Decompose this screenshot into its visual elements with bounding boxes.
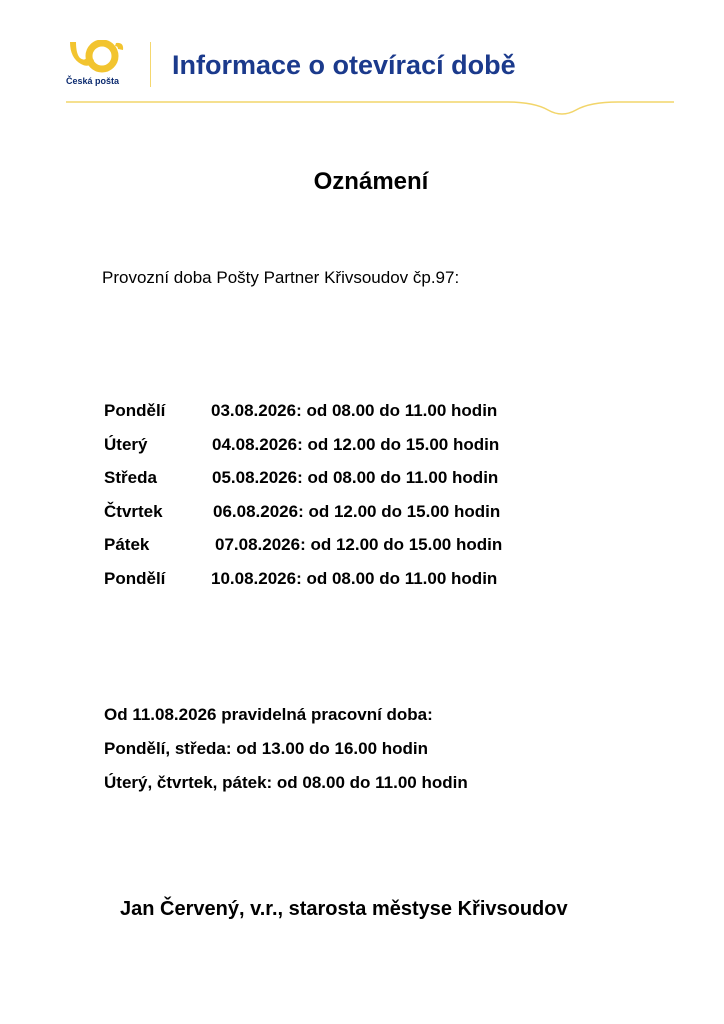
- header-divider: [150, 42, 151, 87]
- signature: Jan Červený, v.r., starosta městyse Křivsoudov: [120, 898, 568, 920]
- regular-hours: [104, 705, 468, 807]
- schedule-day: Středa: [104, 468, 157, 488]
- logo-wordmark: Česká pošta: [66, 76, 120, 86]
- header-wave-line: [66, 96, 674, 122]
- schedule-day: Pondělí: [104, 401, 166, 420]
- schedule-time: 03.08.2026: od 08.00 do 11.00 hodin: [211, 401, 498, 420]
- regular-hours-line: Úterý, čtvrtek, pátek: od 08.00 do 11.00 hodin: [104, 773, 468, 792]
- schedule-time: 10.08.2026: od 08.00 do 11.00 hodin: [211, 568, 498, 588]
- schedule-time: 05.08.2026: od 08.00 do 11.00 hodin: [212, 468, 499, 488]
- ceska-posta-logo: [66, 40, 132, 90]
- notice-heading: Oznámení: [313, 168, 429, 195]
- schedule-day: Úterý: [104, 434, 148, 454]
- regular-hours-line: Pondělí, středa: od 13.00 do 16.00 hodin: [104, 739, 429, 758]
- regular-hours-intro: Od 11.08.2026 pravidelná pracovní doba:: [104, 705, 433, 724]
- post-horn-icon: [66, 40, 132, 76]
- schedule-time: 07.08.2026: od 12.00 do 15.00 hodin: [215, 535, 503, 555]
- schedule-time: 06.08.2026: od 12.00 do 15.00 hodin: [213, 501, 501, 521]
- schedule-time: 04.08.2026: od 12.00 do 15.00 hodin: [212, 434, 500, 454]
- schedule-day: Pondělí: [104, 568, 166, 588]
- schedule-day: Čtvrtek: [104, 501, 163, 521]
- schedule-day: Pátek: [104, 535, 150, 555]
- page-title: Informace o otevírací době: [172, 50, 516, 80]
- notice-intro: Provozní doba Pošty Partner Křivsoudov čp.97:: [102, 268, 460, 287]
